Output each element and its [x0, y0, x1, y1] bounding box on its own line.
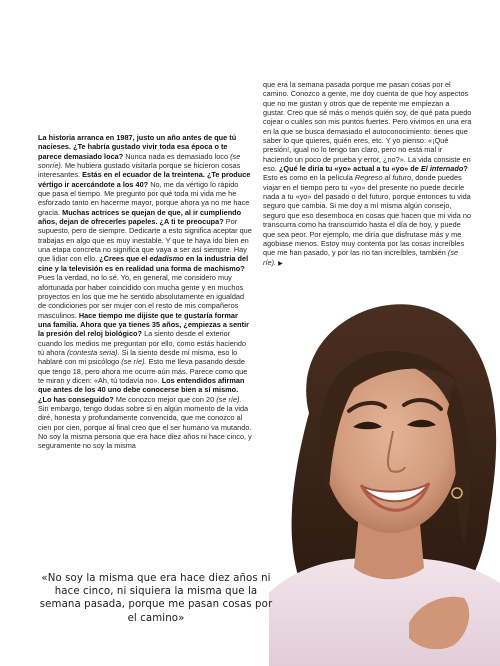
portrait-illustration [269, 293, 500, 666]
portrait-photo [269, 293, 500, 666]
question-5: Hace tiempo me dijiste que te gustaría formar una familia. Ahora que ya tienes 35 años, ¿empiezas a sentir la presión del reloj biológico? [38, 310, 249, 339]
answer-4: Pues la verdad, no lo sé. Yo, en general, me considero muy afortunada por haber coincidido con mucha gente y en muchos proyectos en los que me he sentido absolutamente en igualdad de condiciones por ser mujer con el resto de mis compañeros masculinos. [38, 273, 245, 320]
answer-7: Esto es como en la película Regreso al futuro, donde puedes viajar en el tiempo pero tu «yo» del presente no puede decirle nada a tu «yo» del pasado o del futuro, porque entonces tu vida seguro que cambia. Si me doy a mí misma algún consejo, seguro que eso desemboca en cosas que hacen que mi vida no transcurra como ha transcurrido hasta el día de hoy, y puede que sea peor. Por ejemplo, me diría que disfrutase más y me agobiase menos. Estoy muy contenta por las cosas increíbles que me han pasado, y por las no tan increíbles, también (se ríe). [263, 173, 472, 267]
end-of-article-arrow-icon: ▶ [278, 260, 283, 267]
question-1: La historia arranca en 1987, justo un año antes de que tú nacieses. ¿Te habría gustado vivir toda esa época o te parece demasiado loca? [38, 133, 237, 161]
question-7: ¿Qué le diría tu «yo» actual a tu «yo» de El internado? [278, 164, 468, 174]
answer-5: La siento desde el exterior cuando los medios me preguntan por ello, como estás haciendo tú ahora (contesta seria). Si la siento desde mí misma, eso lo hablaré con mi psicólogo (se ríe). Esto me lleva pasando desde que tengo 18, pero ahora me ocurre aún más. Parece como que te miran y dicen: «Ah, tú todavía no». [38, 329, 248, 385]
left-text-column [38, 133, 252, 451]
question-4: ¿Crees que el edadismo en la industria del cine y la televisión es en realidad una forma de machismo? [38, 254, 249, 273]
right-text-column [263, 80, 473, 269]
pull-quote: «No soy la misma que era hace diez años ni hace cinco, ni siquiera la misma que la semana pasada, porque me pasan cosas por el camino» [39, 573, 273, 624]
question-3: Muchas actrices se quejan de que, al ir cumpliendo años, dejan de ofrecerles papeles. ¿A ti te preocupa? [38, 207, 242, 227]
answer-6: Me conozco mejor que con 20 (se ríe). Sin embargo, tengo dudas sobre si en algún momento de la vida diré, honesta y profundamente convencida, que me conozco al cien por cien, porque al final creo que el ser humano va mutando. No soy la misma persona que era hace diez años ni hace cinco, y seguramente no soy la misma [38, 394, 252, 451]
answer-3: Por supuesto, pero de siempre. Dedicarte a esto significa aceptar que trabajas en algo que es muy inestable. Y que te haya ido bien en una etapa concreta no significa que vaya a ser así siempre. Hay que lidiar con ello. [38, 217, 252, 264]
answer-2: No, me da vértigo lo rápido que pasa el tiempo. Me pregunto por qué toda mi vida me he esforzado tanto en hacerme mayor, porque ahora ya no me hace gracia. [38, 179, 250, 217]
answer-1: Nunca nada es demasiado loco (se sonríe). Me hubiera gustado visitarla porque se hicieron cosas interesantes. [38, 151, 241, 180]
question-2: Estás en el ecuador de la treintena. ¿Te produce vértigo ir acercándote a los 40? [38, 170, 251, 189]
question-6: Los entendidos afirman que antes de los 40 uno debe conocerse bien a sí mismo. ¿Lo has conseguido? [38, 375, 245, 404]
answer-6-continued: que era la semana pasada porque me pasan cosas por el camino. Conozco a gente, me doy cuenta de que hoy aspectos que no me gustan y otros que de repente me empiezan a gustar. Creo que sé más o menos quién soy, de qué pata puedo cojear o cuáles son mis puntos fuertes. Pero vivimos en una era en la que se busca demasiado el autoconocimiento: tienes que saber lo que quieres, quién eres, etc. Y yo pienso: «¡Qué presión!, igual no lo tengo tan claro, pero no está mal ir haciendo un poco de prueba y error, ¿no?». La vida consiste en eso. [263, 80, 472, 174]
